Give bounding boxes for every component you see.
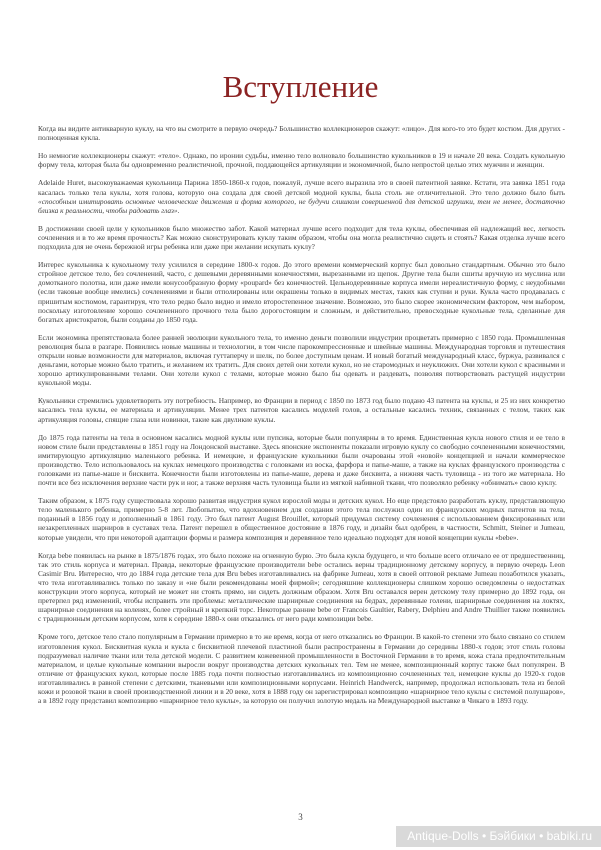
paragraph [38, 632, 565, 705]
document-body [38, 124, 565, 705]
paragraph-text-run: Adelaide Huret, высокоуважаемая кукольница Парижа 1850-1860-х годов, пожалуй, лучше всего выразила это в своей патентной заявке. Кстати, эта заявка 1851 года касалась только тела куклы, хотя голова, которую она создала для своей детской модной куклы, была столь же отличительной. Это тело должно было быть [38, 178, 565, 197]
paragraph-text-run: Если экономика препятствовала более ранней эволюции кукольного тела, то именно деньги позволили индустрии процветать примерно с 1850 года. Промышленная революция была в разгаре. Появились новые машины и технологии, в том числе парокомпрессионные и швейные машины. Международная торговля и путешествия открыли новые возможности для материалов, включая гуттаперчу и шелк, по более доступным ценам. И новый богатый международный класс, буржуа, развивался с деньгами, которые можно было тратить, и желанием их тратить. Для своих детей они хотели кукол, но не старомодных и неуклюжих. Они хотели кукол с красивыми и хорошо артикулированными телами. Они хотели кукол с телами, которые можно было бы одевать и раздевать, позволяя потворствовать растущей индустрии кукольной моды. [38, 332, 565, 388]
paragraph [38, 224, 565, 251]
paragraph-text-run: Кукольники стремились удовлетворить эту потребность. Например, во Франции в период с 1850 по 1873 год было подано 43 патента на куклы, и 25 из них конкретно касались тела куклы, ее материала и артикуляции. Менее трех патентов касались моделей голов, а остальные касались техник, связанных с телом, таких как артикуляция головы, спящие глаза или новинки, такие как двуликие куклы. [38, 396, 565, 424]
paragraph [38, 178, 565, 214]
paragraph-text-run: Но немногие коллекционеры скажут: «тело». Однако, по иронии судьбы, именно тело волновало большинство кукольников в 19 и начале 20 века. Создать кукольную форму тела, которая была бы одновременно реалистичной, прочной, поддающейся артикуляции и экономичной, было непростой целью этих мужчин и женщин. [38, 151, 565, 170]
paragraph-text-run: В достижении своей цели у кукольников было множество забот. Какой материал лучше всего подходит для тела куклы, обеспечивая ей надлежащий вес, легкость сочленения и в то же время прочность? Как можно сконструировать куклу таким образом, чтобы она могла реалистично сидеть и стоять? Какая отделка лучше всего подходила для не очень бережной игры ребенка или даже при желании искупать куклу? [38, 223, 565, 252]
paragraph-text-run: Интерес кукольника к кукольному телу усилился в середине 1800-х годов. До этого времени коммерческий корпус был довольно стандартным. Обычно это было стройное детское тело, без сочленений, часто, с дешевыми деревянными конечностями, вырезанными из щепок. Другие тела были сшиты вручную из муслина или домотканого полотна, или даже имели конусообразную форму «poupard» без конечностей. Цельнодеревянные корпуса имели нереалистичную форму, с неудобными (если таковые вообще имелись) сочленениями и были отполированы или окрашены только в видимых местах, таких как ступни и руки. Кукла часто продавалась с пришитым костюмом, гарантируя, что тело редко было видно и имело второстепенное значение. Возможно, это было скорее экономическим фактором, чем выбором, поскольку изготовление хорошо сочлененного прочного тела было дорогостоящим и сложным, и действительно, превосходные кукольные тела, сделанные для богатых аристократов, были созданы до 1850 года. [38, 260, 565, 324]
paragraph-text-run: Когда bebe появилась на рынке в 1875/1876 годах, это было похоже на огненную бурю. Это была кукла будущего, и что больше всего отличало ее от предшественниц, так это стиль корпуса и материал. Правда, некоторые французские производители bebe остались верны традиционному детскому корпусу, в первую очередь Leon Casimir Bru. Интересно, что до 1884 года детские тела для Bru bebes изготавливались на фабрике Jumeau, хотя в своей оптовой рекламе Jumeau позаботился указать, что тела изготавливались только по заказу и «не были рекомендованы моей фирмой»; сегодняшние коллекционеры слишком хорошо осведомлены о недостатках конструкции этого корпуса, который не может ни стоять прямо, ни сидеть должным образом. Хотя Bru оставался верен детскому телу примерно до 1892 года, он претерпел ряд изменений, чтобы исправить эти проблемы: металлические шарнирные соединения на бедрах, деревянные голени, шарнирные соединения на локтях, шарнирные соединения на коленях, более стройный и крепкий торс. Некоторые ранние bebe от Francois Gaultier, Rabery, Delphieu and Andre Thuillier также появились с традиционным детским корпусом, хотя к середине 1880-х они отказались от него ради композиции bebe. [38, 550, 565, 624]
paragraph-text-run: Когда вы видите антикварную куклу, на что вы смотрите в первую очередь? Большинство коллекционеров скажут: «лицо». Для кого-то это будет костюм. Для других - полноценная кукла. [38, 124, 565, 143]
paragraph [38, 151, 565, 169]
paragraph [38, 551, 565, 624]
page-title: Вступление [222, 69, 379, 104]
paragraph [38, 496, 565, 541]
paragraph [38, 333, 565, 388]
paragraph [38, 396, 565, 423]
paragraph-text-run: До 1875 года патенты на тела в основном касались модной куклы или пупсика, которые были популярны в то время. Единственная кукла нового стиля и ее тело в новом стиле были представлены в 1851 году на Лондонской выставке. Здесь японские экспоненты показали игровую куклу со свободно сочлененными конечностями, имитирующую артикуляцию маленького ребенка. И немецкие, и французские кукольники были очарованы этой «новой» концепцией и начали коммерческое производство. Тело использовалось на куклах немецкого производства с головками из воска, фарфора и папье-маше, а также на куклах французского производства с головками из папье-маше и бисквита. Конечности были изготовлены из папье-маше, дерева и даже бисквита, а нижняя часть туловища - из того же материала. Но почти все без исключения верхние части рук и ног, а также верхняя часть туловища были из мягкой набивной ткани, что позволяло ребенку «обнимать» свою куклу. [38, 432, 565, 488]
paragraph-text-run: Кроме того, детское тело стало популярным в Германии примерно в то же время, когда от него отказались во Франции. В какой-то степени это было связано со стилем изготовления кукол. Бисквитная кукла и кукла с бисквитной плечевой пластиной были распространены в Германии до середины 1880-х годов; этот стиль головы подразумевал наличие ткани или тела детской модели. С развитием кожевенной промышленности в Восточной Германии в то время, кожа стала предпочтительным материалом, и целые кукольные компании выросли вокруг производства детских кукольных тел. Тем не менее, композиционный корпус также был популярен. В отличие от французских кукол, которые после 1885 года почти полностью изготавливались из композиционно сочлененных тел, немецкие куклы до 1920-х годов изготавливались в равной степени с детскими, тканевыми или композиционными корпусами. Heinrich Handwerck, например, продолжал использовать тела из белой кожи и розовой ткани в своей производственной линии и в 20 веке, хотя в 1888 году он зарегистрировал композицию «шарнирное тело куклы с системой полушаров», а в 1892 году представил композицию «шарнирное тело куклы», за которую он получил золотую медаль на Международной выставке в Чикаго в 1893 году. [38, 632, 565, 706]
paragraph [38, 260, 565, 324]
watermark-badge: Antique-Dolls • Бэйбики • babiki.ru [396, 826, 601, 847]
paragraph-quote-run: «способным имитировать основные человеческие движения и форма которого, не будучи слишком совершенной для детской игрушки, тем не менее, достаточно близка к реальности, чтобы радовать глаз». [38, 196, 565, 215]
paragraph [38, 433, 565, 488]
page-number: 3 [298, 812, 303, 822]
paragraph-text-run: Таким образом, к 1875 году существовала хорошо развитая индустрия кукол взрослой моды и детских кукол. Но еще предстояло разработать куклу, представляющую тело маленького ребенка, примерно 5-8 лет. Любопытно, что вдохновением для создания этого тела послужил один из французских модных патентов на тела, поданный в 1856 году и дополненный в 1861 году. Это был патент August Brouillet, который придумал систему сочленения с использованием фиксированных или незакрепленных шарниров в суставах тела. Патент перешел в общественное достояние в 1876 году, и дизайн был одобрен, в частности, Schmitt, Steiner и Jumeau, которые увидели, что при некоторой адаптации формы и размера композиция и деревянное тело идеально подходят для новой концепции куклы «bebe». [38, 496, 565, 542]
paragraph [38, 124, 565, 142]
